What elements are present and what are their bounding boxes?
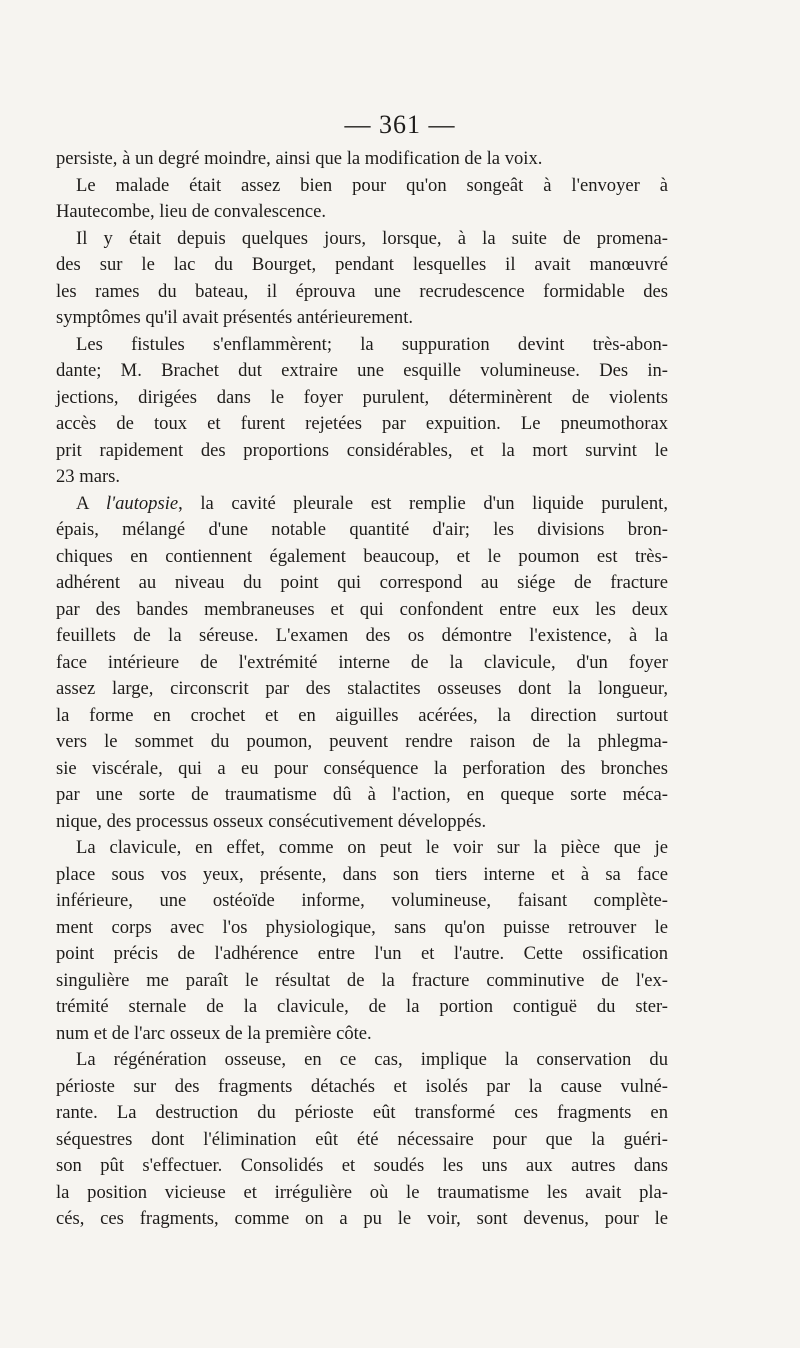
text-line: 23 mars. bbox=[56, 466, 121, 487]
text-line: épais, mélangé d'une notable quantité d'air; les divisions bron- bbox=[56, 519, 668, 540]
text-line: des sur le lac du Bourget, pendant lesquelles il avait manœuvré bbox=[56, 254, 668, 275]
page-number: — 361 — bbox=[344, 110, 456, 139]
text-line: dante; M. Brachet dut extraire une esquille volumineuse. Des in- bbox=[56, 360, 668, 381]
text-line: accès de toux et furent rejetées par expuition. Le pneumothorax bbox=[56, 413, 668, 434]
text-line: par une sorte de traumatisme dû à l'action, en queque sorte méca- bbox=[56, 784, 668, 805]
text-line: par des bandes membraneuses et qui confondent entre eux les deux bbox=[56, 598, 668, 620]
text-line: ment corps avec l'os physiologique, sans qu'on puisse retrouver le bbox=[56, 916, 668, 938]
text-line: cés, ces fragments, comme on a pu le voir, sont devenus, pour le bbox=[56, 1208, 668, 1229]
text-line: feuillets de la séreuse. L'examen des os démontre l'existence, à la bbox=[56, 625, 668, 646]
text-line: chiques en contiennent également beaucoup, et le poumon est très- bbox=[56, 545, 668, 567]
text-line: la forme en crochet et en aiguilles acérées, la direction surtout bbox=[56, 704, 668, 726]
text-line: son pût s'effectuer. Consolidés et soudés les uns aux autres dans bbox=[56, 1155, 668, 1176]
text-line: la position vicieuse et irrégulière où le traumatisme les avait pla- bbox=[56, 1181, 668, 1203]
text-line: Les fistules s'enflammèrent; la suppuration devint très-abon- bbox=[76, 333, 668, 355]
text-line: jections, dirigées dans le foyer purulent, déterminèrent de violents bbox=[56, 386, 668, 408]
text-line: trémité sternale de la clavicule, de la portion contiguë du ster- bbox=[56, 996, 668, 1017]
text-line: assez large, circonscrit par des stalactites osseuses dont la longueur, bbox=[56, 678, 668, 699]
text-line: num et de l'arc osseux de la première côte. bbox=[56, 1022, 372, 1044]
text-line-prefix: A bbox=[76, 492, 106, 514]
text-line: point précis de l'adhérence entre l'un et l'autre. Cette ossification bbox=[56, 943, 668, 964]
text-line-rest: , la cavité pleurale est remplie d'un liquide purulent, bbox=[178, 492, 668, 514]
text-line: prit rapidement des proportions considérables, et la mort survint le bbox=[56, 439, 668, 461]
text-body bbox=[56, 146, 668, 1233]
text-line: Le malade était assez bien pour qu'on songeât à l'envoyer à bbox=[76, 174, 668, 196]
text-line: inférieure, une ostéoïde informe, volumineuse, faisant complète- bbox=[56, 890, 668, 911]
text-line: sie viscérale, qui a eu pour conséquence la perforation des bronches bbox=[56, 757, 668, 779]
text-line: périoste sur des fragments détachés et isolés par la cause vulné- bbox=[56, 1075, 668, 1097]
text-line: persiste, à un degré moindre, ainsi que la modification de la voix. bbox=[56, 148, 543, 169]
text-line: adhérent au niveau du point qui correspond au siége de fracture bbox=[56, 572, 668, 593]
text-line: séquestres dont l'élimination eût été nécessaire pour que la guéri- bbox=[56, 1128, 668, 1150]
text-line: vers le sommet du poumon, peuvent rendre raison de la phlegma- bbox=[56, 731, 668, 752]
text-line: nique, des processus osseux consécutivement développés. bbox=[56, 810, 487, 832]
text-line: Il y était depuis quelques jours, lorsque, à la suite de promena- bbox=[76, 227, 668, 249]
text-line: place sous vos yeux, présente, dans son tiers interne et à sa face bbox=[56, 863, 668, 885]
text-line: face intérieure de l'extrémité interne de la clavicule, d'un foyer bbox=[56, 651, 668, 673]
text-line bbox=[56, 491, 668, 518]
italic-term: l'autopsie bbox=[105, 492, 179, 514]
text-line: singulière me paraît le résultat de la fracture comminutive de l'ex- bbox=[56, 969, 668, 991]
text-line: La régénération osseuse, en ce cas, implique la conservation du bbox=[76, 1049, 668, 1070]
text-line: symptômes qu'il avait présentés antérieurement. bbox=[56, 307, 414, 328]
text-line: Hautecombe, lieu de convalescence. bbox=[56, 201, 326, 222]
text-line: les rames du bateau, il éprouva une recrudescence formidable des bbox=[56, 280, 668, 302]
text-line: La clavicule, en effet, comme on peut le voir sur la pièce que je bbox=[76, 837, 668, 858]
text-line: rante. La destruction du périoste eût transformé ces fragments en bbox=[56, 1102, 668, 1123]
